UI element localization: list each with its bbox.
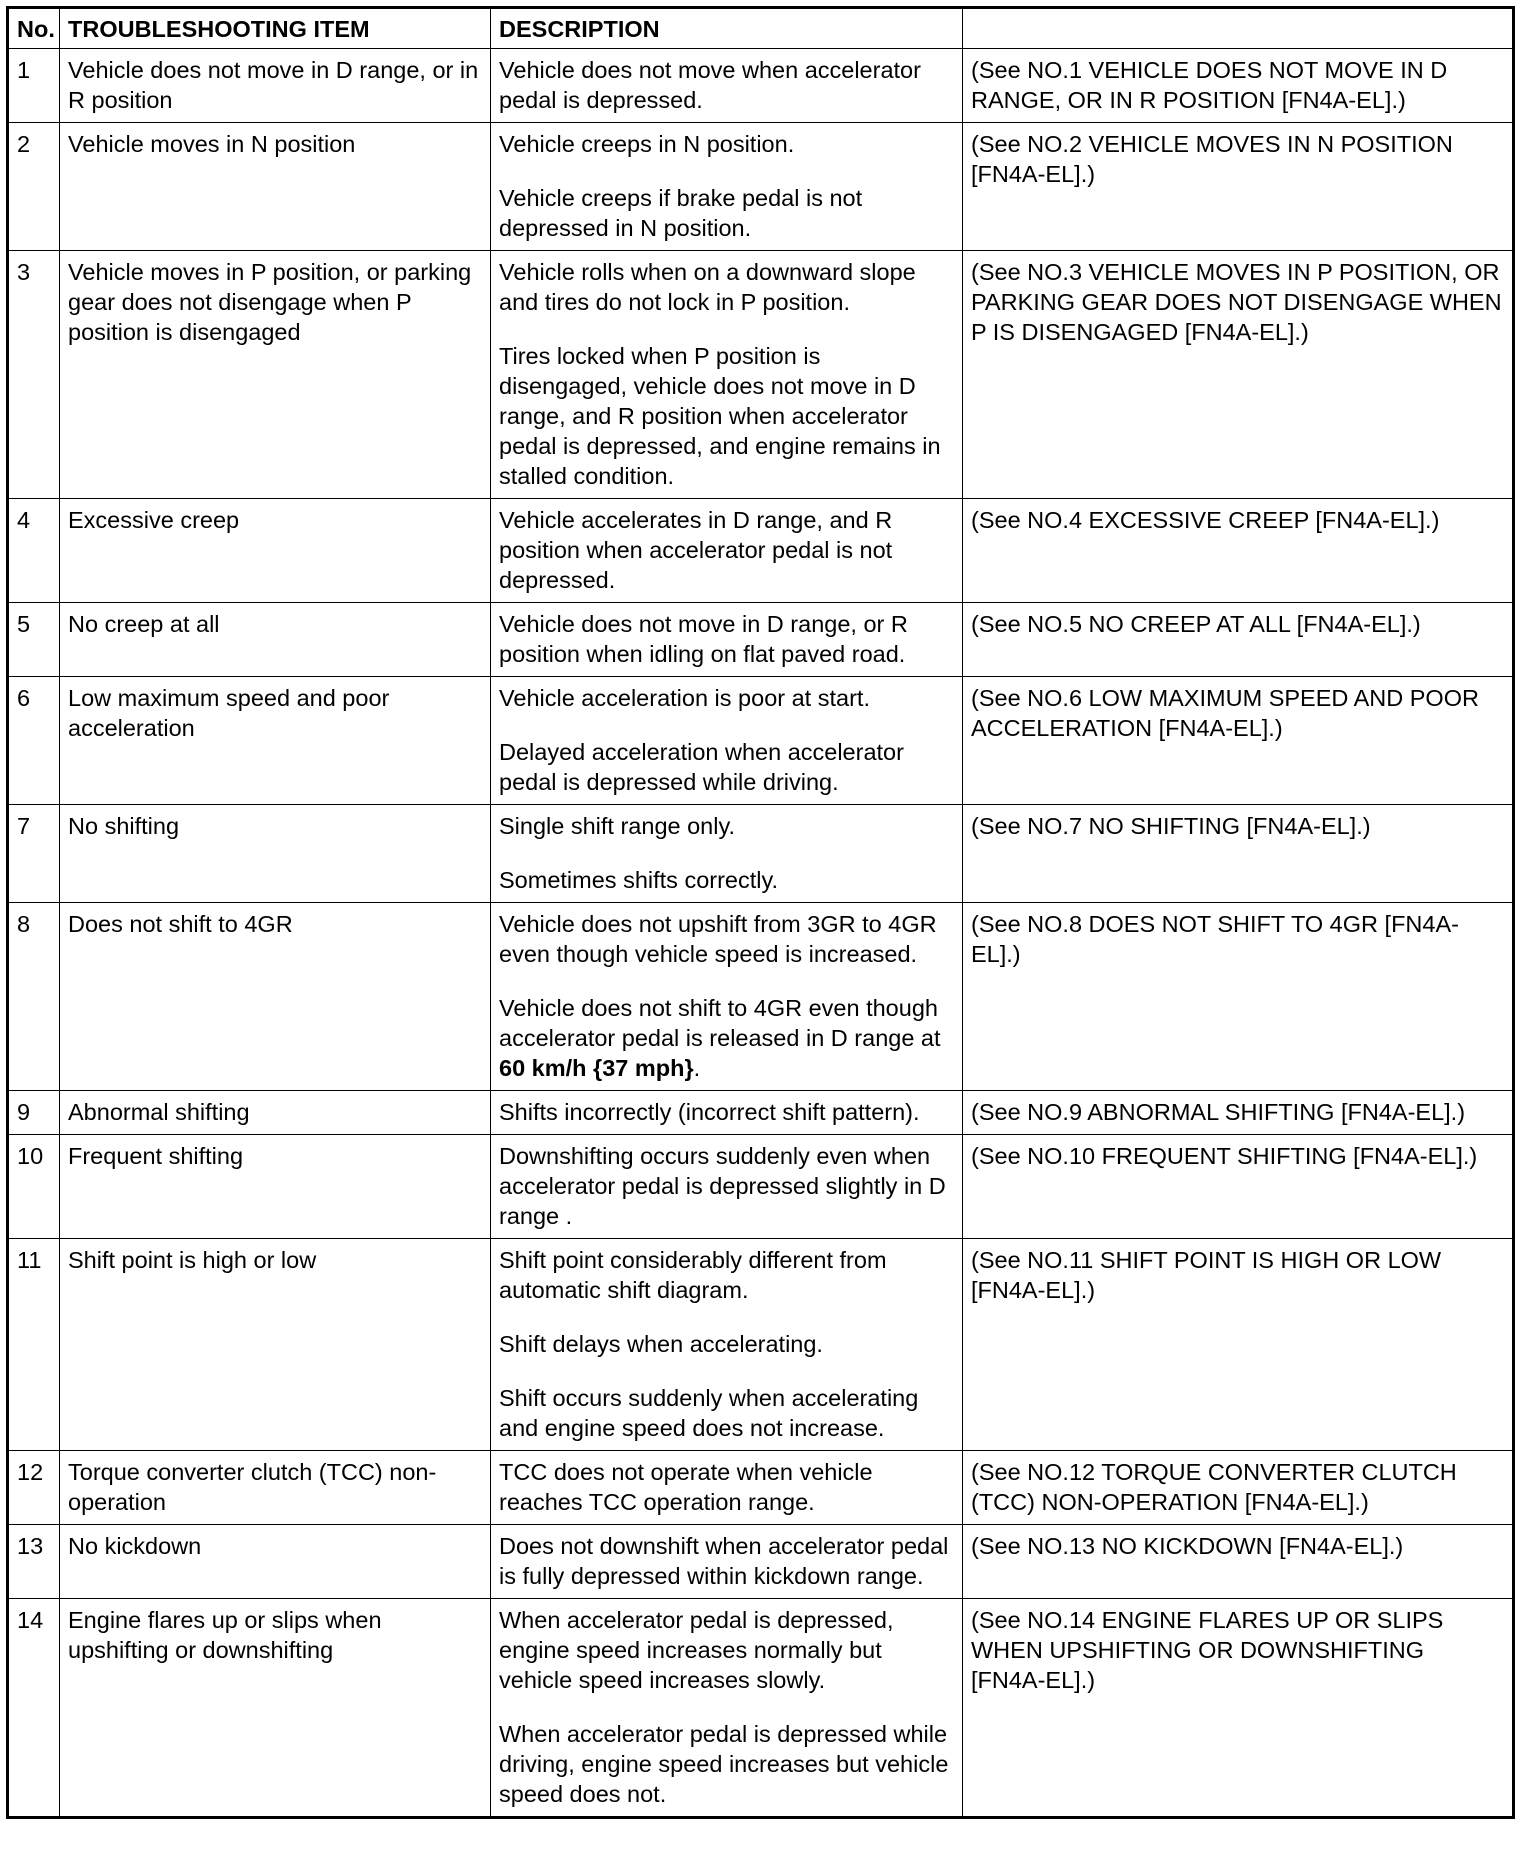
troubleshooting-item: Excessive creep (60, 499, 491, 603)
troubleshooting-item: No creep at all (60, 603, 491, 677)
row-number: 14 (8, 1599, 60, 1818)
row-number: 10 (8, 1135, 60, 1239)
table-row (8, 603, 1514, 677)
troubleshooting-item: Frequent shifting (60, 1135, 491, 1239)
header-row (8, 8, 1514, 49)
table-row (8, 123, 1514, 251)
table-row (8, 1091, 1514, 1135)
table-row (8, 903, 1514, 1091)
description-cell (491, 603, 963, 677)
description-cell (491, 499, 963, 603)
reference-link[interactable]: (See NO.12 TORQUE CONVERTER CLUTCH (TCC) NON-OPERATION [FN4A-EL].) (963, 1451, 1514, 1525)
troubleshooting-item: Does not shift to 4GR (60, 903, 491, 1091)
troubleshooting-item: Engine flares up or slips when upshifting or downshifting (60, 1599, 491, 1818)
troubleshooting-item: Abnormal shifting (60, 1091, 491, 1135)
description-text: TCC does not operate when vehicle reaches TCC operation range. (499, 1459, 873, 1515)
description-text: Delayed acceleration when accelerator pedal is depressed while driving. (499, 739, 904, 795)
reference-link[interactable]: (See NO.2 VEHICLE MOVES IN N POSITION [FN4A-EL].) (963, 123, 1514, 251)
reference-link[interactable]: (See NO.10 FREQUENT SHIFTING [FN4A-EL].) (963, 1135, 1514, 1239)
troubleshooting-item: Vehicle moves in P position, or parking gear does not disengage when P position is disengaged (60, 251, 491, 499)
row-number: 4 (8, 499, 60, 603)
table-row (8, 251, 1514, 499)
description-cell (491, 1239, 963, 1451)
description-cell (491, 49, 963, 123)
table-row (8, 677, 1514, 805)
description-text: Vehicle rolls when on a downward slope and tires do not lock in P position. (499, 259, 916, 315)
table-row (8, 805, 1514, 903)
description-cell (491, 1525, 963, 1599)
description-text: Vehicle acceleration is poor at start. (499, 685, 870, 711)
troubleshooting-item: No shifting (60, 805, 491, 903)
description-text: Does not downshift when accelerator pedal is fully depressed within kickdown range. (499, 1533, 949, 1589)
description-text: When accelerator pedal is depressed, engine speed increases normally but vehicle speed increases slowly. (499, 1607, 894, 1693)
description-text: Shifts incorrectly (incorrect shift pattern). (499, 1099, 920, 1125)
description-text: Vehicle accelerates in D range, and R position when accelerator pedal is not depressed. (499, 507, 893, 593)
description-text: Downshifting occurs suddenly even when accelerator pedal is depressed slightly in D range . (499, 1143, 946, 1229)
row-number: 11 (8, 1239, 60, 1451)
row-number: 2 (8, 123, 60, 251)
description-cell (491, 1451, 963, 1525)
header-description: DESCRIPTION (491, 8, 963, 49)
description-text: Vehicle does not upshift from 3GR to 4GR even though vehicle speed is increased. (499, 911, 937, 967)
description-text: Sometimes shifts correctly. (499, 867, 779, 893)
speed-value: 60 km/h {37 mph} (499, 1055, 694, 1081)
troubleshooting-item: No kickdown (60, 1525, 491, 1599)
row-number: 8 (8, 903, 60, 1091)
reference-link[interactable]: (See NO.7 NO SHIFTING [FN4A-EL].) (963, 805, 1514, 903)
reference-link[interactable]: (See NO.1 VEHICLE DOES NOT MOVE IN D RANGE, OR IN R POSITION [FN4A-EL].) (963, 49, 1514, 123)
table-row (8, 499, 1514, 603)
description-cell (491, 1599, 963, 1818)
reference-link[interactable]: (See NO.3 VEHICLE MOVES IN P POSITION, OR PARKING GEAR DOES NOT DISENGAGE WHEN P IS DISENGAGED [FN4A-EL].) (963, 251, 1514, 499)
reference-link[interactable]: (See NO.5 NO CREEP AT ALL [FN4A-EL].) (963, 603, 1514, 677)
description-cell (491, 805, 963, 903)
description-text: Shift delays when accelerating. (499, 1331, 823, 1357)
reference-link[interactable]: (See NO.4 EXCESSIVE CREEP [FN4A-EL].) (963, 499, 1514, 603)
row-number: 3 (8, 251, 60, 499)
description-text-part: . (693, 1055, 701, 1081)
description-text: Shift occurs suddenly when accelerating and engine speed does not increase. (499, 1385, 919, 1441)
description-text: Vehicle does not move when accelerator pedal is depressed. (499, 57, 921, 113)
reference-link[interactable]: (See NO.9 ABNORMAL SHIFTING [FN4A-EL].) (963, 1091, 1514, 1135)
troubleshooting-item: Torque converter clutch (TCC) non-operation (60, 1451, 491, 1525)
description-cell (491, 123, 963, 251)
row-number: 9 (8, 1091, 60, 1135)
troubleshooting-item: Shift point is high or low (60, 1239, 491, 1451)
description-text: Vehicle does not move in D range, or R position when idling on flat paved road. (499, 611, 908, 667)
row-number: 6 (8, 677, 60, 805)
description-text: Tires locked when P position is disengaged, vehicle does not move in D range, and R position when accelerator pedal is depressed, and engine remains in stalled condition. (499, 343, 941, 489)
description-text: When accelerator pedal is depressed while driving, engine speed increases but vehicle speed does not. (499, 1721, 949, 1807)
row-number: 1 (8, 49, 60, 123)
troubleshooting-table (6, 6, 1515, 1819)
table-row (8, 1135, 1514, 1239)
troubleshooting-item: Vehicle moves in N position (60, 123, 491, 251)
description-cell (491, 251, 963, 499)
description-text (499, 993, 954, 1083)
description-cell (491, 1091, 963, 1135)
header-reference (963, 8, 1514, 49)
row-number: 7 (8, 805, 60, 903)
header-troubleshooting-item: TROUBLESHOOTING ITEM (60, 8, 491, 49)
header-no: No. (8, 8, 60, 49)
description-cell (491, 1135, 963, 1239)
table-row (8, 1599, 1514, 1818)
troubleshooting-item: Low maximum speed and poor acceleration (60, 677, 491, 805)
table-row (8, 1239, 1514, 1451)
reference-link[interactable]: (See NO.14 ENGINE FLARES UP OR SLIPS WHEN UPSHIFTING OR DOWNSHIFTING [FN4A-EL].) (963, 1599, 1514, 1818)
row-number: 5 (8, 603, 60, 677)
reference-link[interactable]: (See NO.13 NO KICKDOWN [FN4A-EL].) (963, 1525, 1514, 1599)
description-text: Shift point considerably different from automatic shift diagram. (499, 1247, 887, 1303)
description-cell (491, 903, 963, 1091)
row-number: 13 (8, 1525, 60, 1599)
table-row (8, 1451, 1514, 1525)
table-row (8, 49, 1514, 123)
description-text: Vehicle creeps if brake pedal is not depressed in N position. (499, 185, 863, 241)
table-row (8, 1525, 1514, 1599)
reference-link[interactable]: (See NO.6 LOW MAXIMUM SPEED AND POOR ACCELERATION [FN4A-EL].) (963, 677, 1514, 805)
description-text-part: Vehicle does not shift to 4GR even though accelerator pedal is released in D range at (499, 995, 941, 1051)
row-number: 12 (8, 1451, 60, 1525)
description-text: Vehicle creeps in N position. (499, 131, 795, 157)
reference-link[interactable]: (See NO.8 DOES NOT SHIFT TO 4GR [FN4A-EL].) (963, 903, 1514, 1091)
description-text: Single shift range only. (499, 813, 736, 839)
troubleshooting-item: Vehicle does not move in D range, or in R position (60, 49, 491, 123)
description-cell (491, 677, 963, 805)
reference-link[interactable]: (See NO.11 SHIFT POINT IS HIGH OR LOW [FN4A-EL].) (963, 1239, 1514, 1451)
